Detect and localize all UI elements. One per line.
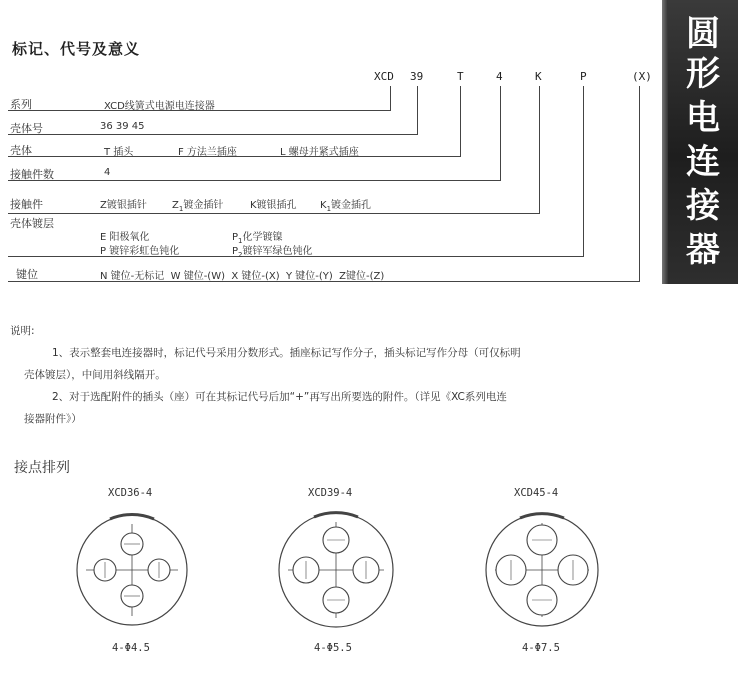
pin-diagram-caption: 4-Φ4.5 (112, 642, 150, 654)
note-2-line-2: 接器附件》） (24, 413, 82, 425)
value-plating-p2: $P_2$镀锌军绿色钝化 (232, 246, 313, 259)
pin-diagram-caption: 4-Φ5.5 (314, 642, 352, 654)
code-part-keying: (X) (632, 70, 652, 83)
value-plating-p: P 镀锌彩虹色钝化 (100, 246, 180, 257)
value-plating-e: E 阳极氧化 (100, 232, 150, 243)
code-part-shell: T (457, 70, 464, 83)
banner-char: 接 (686, 186, 720, 226)
banner-char: 圆 (686, 14, 720, 54)
code-part-series: XCD (374, 70, 394, 83)
pin-diagram-title: XCD39-4 (308, 487, 353, 499)
vline-contacts (539, 86, 540, 214)
code-part-contacts: K (535, 70, 542, 83)
label-contacts-count: 接触件数 (10, 168, 54, 181)
pin-diagram-xcd39-4 (279, 513, 393, 627)
label-series: 系列 (10, 98, 32, 111)
code-part-contacts-count: 4 (496, 70, 503, 83)
section-title: 标记、代号及意义 (12, 40, 141, 58)
title-banner (662, 0, 738, 284)
label-shell-no: 壳体号 (10, 122, 43, 135)
pin-diagram-xcd36-4 (77, 514, 187, 625)
banner-char: 连 (686, 142, 720, 182)
note-2-line-1: 2、对于选配附件的插头（座）可在其标记代号后加“+”再写出所要选的附件。（详见《XC系列电连 (52, 391, 507, 403)
pin-diagram-title: XCD36-4 (108, 487, 153, 499)
line-shell-no (8, 134, 418, 135)
notes-title: 说明: (10, 325, 35, 337)
code-part-shell-no: 39 (410, 70, 424, 83)
vline-contacts-count (500, 86, 501, 181)
banner-char: 器 (686, 230, 720, 270)
vline-shell-no (417, 86, 418, 135)
value-shell-no: 36 39 45 (100, 121, 145, 132)
note-1-line-2: 壳体镀层），中间用斜线隔开。 (24, 369, 166, 381)
vline-plating (583, 86, 584, 257)
code-part-plating: P (580, 70, 587, 83)
value-contacts-count: 4 (104, 167, 111, 178)
value-series: XCD线簧式电源电连接器 (104, 101, 215, 112)
pins-heading: 接点排列 (14, 460, 70, 476)
value-keying: N 键位-无标记 W 键位-(W) X 键位-(X) Y 键位-(Y) Z键位-(Z) (100, 271, 385, 282)
label-contacts: 接触件 (10, 198, 43, 211)
banner-char: 电 (686, 98, 720, 138)
value-shell-nut: L 螺母并紧式插座 (280, 147, 359, 158)
line-contacts-count (8, 180, 501, 181)
pin-diagram-xcd45-4 (486, 514, 598, 626)
pin-diagrams (0, 500, 738, 640)
value-contacts-k1: $K_1$镀金插孔 (320, 200, 372, 213)
vline-series (390, 86, 391, 111)
value-shell-plug: T 插头 (104, 147, 134, 158)
pin-diagram-caption: 4-Φ7.5 (522, 642, 560, 654)
label-plating: 壳体镀层 (10, 217, 54, 230)
value-contacts-k: K镀银插孔 (250, 200, 297, 211)
value-contacts-z1: $Z_1$镀金插针 (172, 200, 224, 213)
line-contacts (8, 213, 540, 214)
value-plating-p1: $P_1$化学镀镍 (232, 232, 283, 245)
label-keying: 键位 (16, 268, 38, 281)
note-1-line-1: 1、表示整套电连接器时，标记代号采用分数形式。插座标记写作分子，插头标记写作分母（可仅标明 (52, 347, 521, 359)
vline-keying (639, 86, 640, 282)
banner-char: 形 (686, 54, 720, 94)
value-contacts-z: Z镀银插针 (100, 200, 147, 211)
label-shell: 壳体 (10, 144, 32, 157)
pin-diagram-title: XCD45-4 (514, 487, 559, 499)
value-shell-flange: F 方法兰插座 (178, 147, 237, 158)
vline-shell (460, 86, 461, 157)
